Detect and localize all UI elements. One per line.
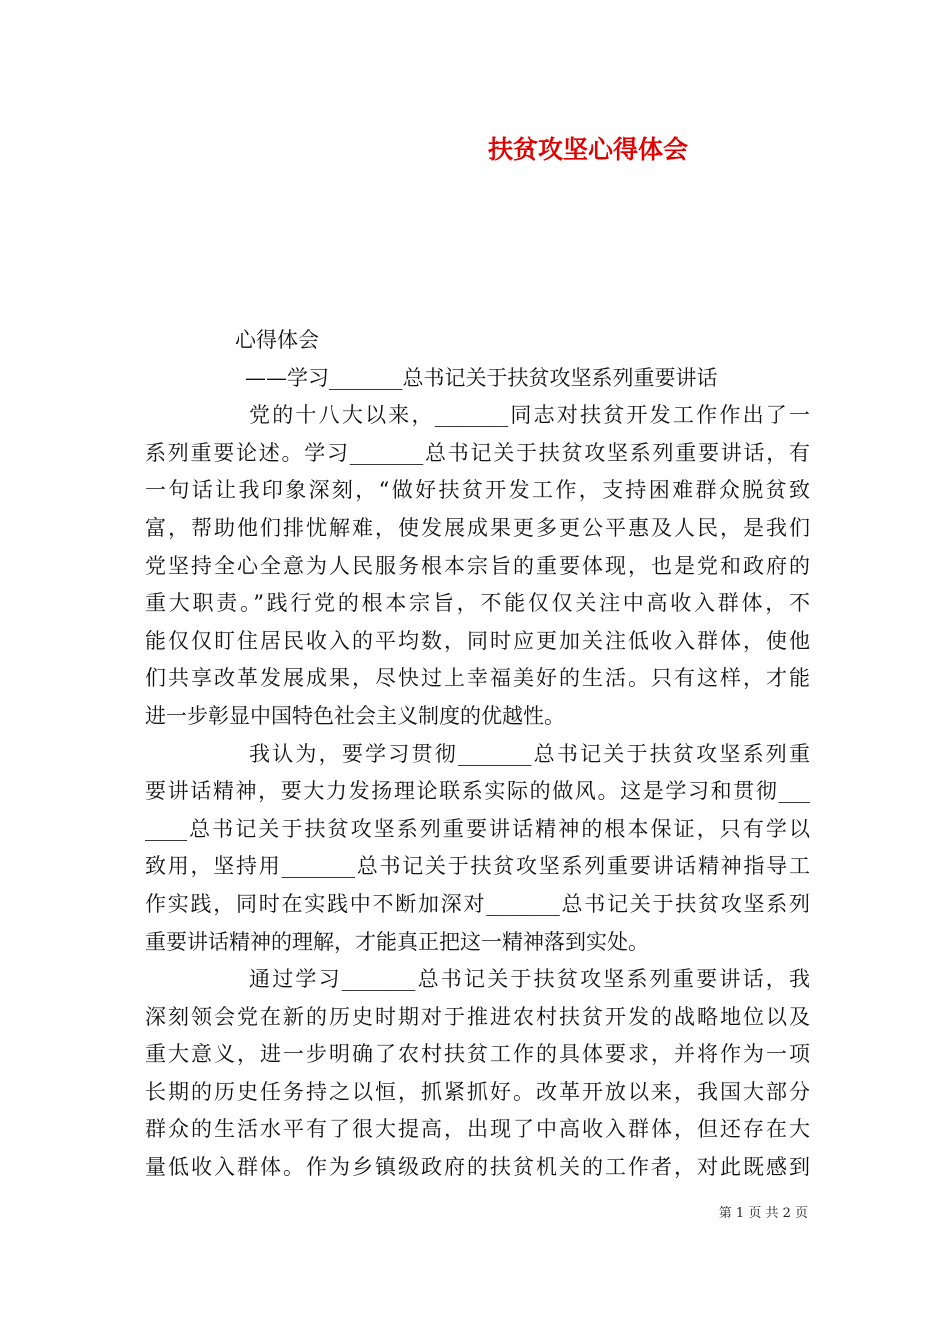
paragraph-3-line-5: 群众的生活水平有了很大提高，出现了中高收入群体，但还存在大 [145, 1117, 810, 1142]
paragraph-1-line-1: 党的十八大以来，_______同志对扶贫开发工作作出了一 [249, 403, 810, 428]
document-body [145, 322, 810, 1187]
subtitle-heading: 心得体会 [235, 328, 319, 352]
paragraph-1-line-3: 一句话让我印象深刻，“做好扶贫开发工作，支持困难群众脱贫致 [145, 478, 810, 503]
paragraph-2-line-5: 作实践，同时在实践中不断加深对_______总书记关于扶贫攻坚系列 [145, 891, 810, 916]
paragraph-3-line-2: 深刻领会党在新的历史时期对于推进农村扶贫开发的战略地位以及 [145, 1004, 810, 1029]
page-footer: 第 1 页 共 2 页 [718, 1206, 808, 1221]
paragraph-3-line-3: 重大意义，进一步明确了农村扶贫工作的具体要求，并将作为一项 [145, 1042, 810, 1067]
document-title: 扶贫攻坚心得体会 [488, 135, 689, 164]
paragraph-3-line-1: 通过学习_______总书记关于扶贫攻坚系列重要讲话，我 [249, 967, 810, 992]
paragraph-3-line-6: 量低收入群体。作为乡镇级政府的扶贫机关的工作者，对此既感到 [145, 1155, 810, 1180]
paragraph-1-line-5: 党坚持全心全意为人民服务根本宗旨的重要体现，也是党和政府的 [145, 553, 810, 578]
paragraph-1-line-7: 能仅仅盯住居民收入的平均数，同时应更加关注低收入群体，使他 [145, 628, 810, 653]
paragraph-2-line-4: 致用，坚持用_______总书记关于扶贫攻坚系列重要讲话精神指导工 [145, 854, 810, 879]
paragraph-2-line-2: 要讲话精神，要大力发扬理论联系实际的做风。这是学习和贯彻___ [145, 779, 810, 804]
paragraph-2-line-6: 重要讲话精神的理解，才能真正把这一精神落到实处。 [145, 929, 649, 954]
paragraph-2-line-1: 我认为，要学习贯彻_______总书记关于扶贫攻坚系列重 [249, 741, 810, 766]
paragraph-1-line-6: 重大职责。”践行党的根本宗旨，不能仅仅关注中高收入群体，不 [145, 591, 810, 616]
paragraph-1-line-4: 富，帮助他们排忧解难，使发展成果更多更公平惠及人民，是我们 [145, 515, 810, 540]
paragraph-1-line-9: 进一步彰显中国特色社会主义制度的优越性。 [145, 703, 565, 728]
subtitle-line: ——学习_______总书记关于扶贫攻坚系列重要讲话 [245, 365, 718, 390]
paragraph-1-line-2: 系列重要论述。学习_______总书记关于扶贫攻坚系列重要讲话，有 [145, 440, 810, 465]
paragraph-1-line-8: 们共享改革发展成果，尽快过上幸福美好的生活。只有这样，才能 [145, 666, 810, 691]
paragraph-2-line-3: ____总书记关于扶贫攻坚系列重要讲话精神的根本保证，只有学以 [145, 816, 810, 841]
paragraph-3-line-4: 长期的历史任务持之以恒，抓紧抓好。改革开放以来，我国大部分 [145, 1079, 810, 1104]
